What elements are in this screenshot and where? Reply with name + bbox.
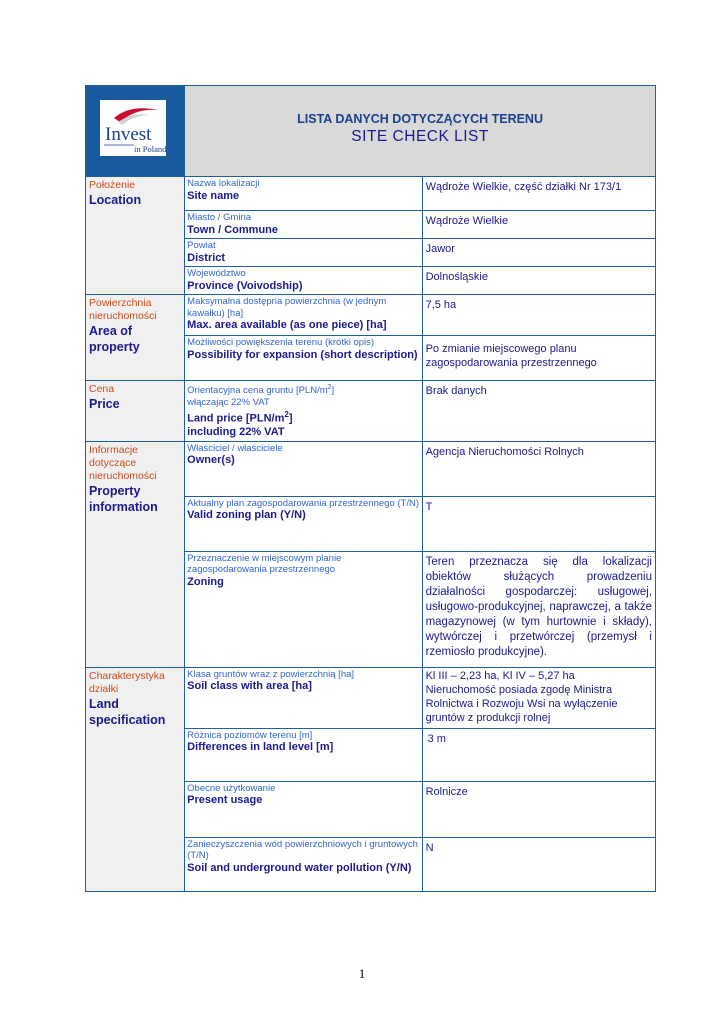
answer-pollution: N (422, 837, 655, 891)
question-pl: Przeznaczenie w miejscowym planie zagospodarowania przestrzennego (187, 552, 342, 576)
title-english: SITE CHECK LIST (351, 128, 489, 145)
question-cell (185, 667, 422, 728)
section-label-pl: Informacje (89, 443, 139, 456)
question-en: Differences in land level [m] (187, 741, 334, 754)
section-location (86, 177, 185, 295)
section-area (86, 295, 185, 381)
question-en: Site name (187, 189, 240, 202)
question-cell (185, 728, 422, 781)
soil-class-value: Kl III – 2,23 ha, Kl IV – 5,27 ha (425, 669, 575, 682)
question-pl: Powiat (187, 240, 216, 251)
section-label-pl: Powierzchnia (89, 297, 152, 309)
section-label-pl: nieruchomości (89, 310, 157, 322)
price-q-en-part: Land price [PLN/m (187, 412, 285, 425)
price-q-pl-part: Orientacyjna cena gruntu [PLN/m (187, 385, 328, 397)
soil-class-note: Nieruchomość posiada zgodę Ministra Rolnictwa i Rozwoju Wsi na wyłączenie gruntów z produkcji rolnej (425, 683, 618, 724)
question-pl: Obecne użytkowanie (187, 782, 276, 794)
owner-row (86, 441, 656, 496)
question-pl: Właściciel / właściciele (187, 442, 283, 454)
question-cell (185, 336, 422, 381)
question-cell (185, 381, 422, 442)
answer-town: Wądroże Wielkie (422, 211, 655, 239)
answer-province: Dolnośląskie (422, 267, 655, 295)
section-label-en: Land (89, 696, 119, 711)
section-label-en: Price (89, 397, 120, 411)
logo-cell (86, 86, 185, 177)
section-label-en: specification (89, 712, 166, 727)
question-pl: Różnica poziomów terenu [m] (187, 729, 313, 741)
section-label-en: Location (89, 193, 142, 207)
svg-text:Invest: Invest (105, 124, 152, 145)
question-cell (185, 267, 422, 295)
question-pl: Maksymalna dostępna powierzchnia (w jednym kawałku) [ha] (187, 296, 387, 319)
question-pl: Województwo (187, 268, 246, 279)
answer-owner: Agencja Nieruchomości Rolnych (422, 441, 655, 496)
question-en (187, 408, 419, 426)
answer-district: Jawor (422, 239, 655, 267)
question-cell (185, 211, 422, 239)
logo-swoosh-icon (100, 100, 166, 156)
question-en: Valid zoning plan (Y/N) (187, 509, 306, 522)
site-name-row (86, 177, 656, 211)
section-label-pl: Charakterystyka (89, 669, 165, 682)
section-price (86, 381, 185, 442)
section-property (86, 441, 185, 667)
section-label-en: Property (89, 483, 141, 498)
section-land (86, 667, 185, 891)
price-row (86, 381, 656, 442)
section-label-en: Area of (89, 324, 133, 338)
price-q-en-part: ] (288, 412, 293, 425)
question-pl: Zanieczyszczenia wód powierzchniowych i gruntowych (T/N) (187, 838, 418, 862)
section-label-pl: Położenie (89, 179, 136, 191)
section-label-pl: nieruchomości (89, 469, 157, 482)
header-row (86, 86, 656, 177)
question-pl: Możliwości powiększenia terenu (krótki opis) (187, 337, 375, 348)
question-cell (185, 295, 422, 336)
question-cell (185, 496, 422, 551)
site-check-list-sheet (85, 85, 656, 892)
section-label-pl: działki (89, 682, 119, 695)
svg-text:in Poland: in Poland (134, 144, 166, 154)
title-cell (185, 86, 656, 177)
question-pl: Klasa gruntów wraz z powierzchnią [ha] (187, 668, 355, 680)
question-en: District (187, 251, 226, 264)
question-en: Present usage (187, 794, 263, 807)
question-pl (187, 382, 419, 397)
question-cell (185, 781, 422, 837)
question-en: Town / Commune (187, 223, 279, 236)
question-cell (185, 837, 422, 891)
answer-max-area: 7,5 ha (422, 295, 655, 336)
question-cell (185, 239, 422, 267)
superscript: 2 (284, 410, 289, 420)
section-label-pl: dotyczące (89, 456, 137, 469)
site-check-list-table (85, 85, 656, 892)
question-en: Soil and underground water pollution (Y/N) (187, 861, 412, 874)
question-en: Possibility for expansion (short description) (187, 348, 418, 361)
price-q-pl-part: ] (331, 385, 335, 397)
question-pl: Nazwa lokalizacji (187, 178, 260, 189)
question-en: Soil class with area [ha] (187, 680, 312, 693)
section-label-en: property (89, 340, 140, 354)
answer-zoning-plan: T (422, 496, 655, 551)
section-label-en: information (89, 499, 158, 514)
answer-site-name: Wądroże Wielkie, część działki Nr 173/1 (422, 177, 655, 211)
question-en: Owner(s) (187, 454, 235, 467)
answer-zoning: Teren przeznacza się dla lokalizacji obiektów służących prowadzeniu działalności gospodarczej: usługowej, usługowo-produkcyjnej, naprawczej, a także magazynowej (w tym hurtownie i składy), wytwórczej i przetwórczej (przemysł i rzemiosło produkcyjne). (422, 551, 655, 667)
question-en: Province (Voivodship) (187, 279, 303, 292)
superscript: 2 (327, 384, 332, 391)
soil-class-row (86, 667, 656, 728)
question-cell (185, 551, 422, 667)
question-en: Max. area available (as one piece) [ha] (187, 319, 387, 331)
question-pl: Aktualny plan zagospodarowania przestrzennego (T/N) (187, 497, 419, 509)
question-en: Zoning (187, 575, 224, 588)
answer-present-usage: Rolnicze (422, 781, 655, 837)
section-label-pl: Cena (89, 383, 115, 395)
question-cell (185, 177, 422, 211)
question-pl: Miasto / Gmina (187, 212, 252, 223)
answer-soil-class (422, 667, 655, 728)
question-cell (185, 441, 422, 496)
question-en: including 22% VAT (187, 426, 285, 439)
max-area-row (86, 295, 656, 336)
question-pl: włączając 22% VAT (187, 396, 270, 408)
answer-land-level: 3 m (422, 728, 655, 781)
invest-in-poland-logo (100, 100, 166, 156)
answer-expansion: Po zmianie miejscowego planu zagospodarowania przestrzennego (422, 336, 655, 381)
answer-price: Brak danych (422, 381, 655, 442)
page-number: 1 (358, 966, 366, 981)
title-polish: LISTA DANYCH DOTYCZĄCYCH TERENU (297, 112, 543, 126)
